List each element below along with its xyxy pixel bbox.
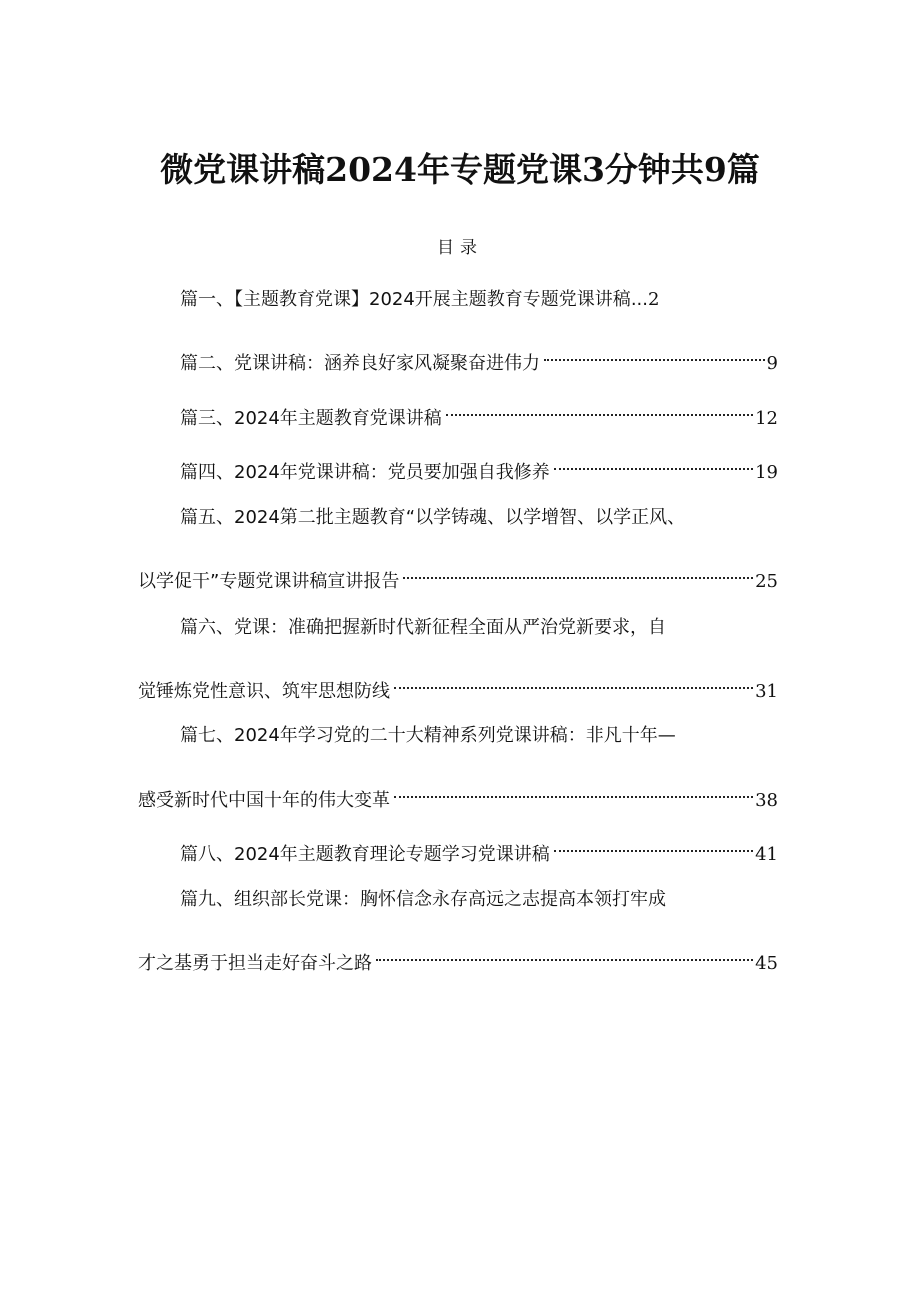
- toc-entry-9-page: 45: [755, 953, 778, 974]
- toc-entry-2-leader: [544, 339, 765, 369]
- toc-entry-6-line-1[interactable]: 篇六、党课：准确把握新时代新征程全面从严治党新要求，自: [180, 617, 666, 638]
- toc-entry-7-line-1[interactable]: 篇七、2024年学习党的二十大精神系列党课讲稿：非凡十年—: [180, 725, 676, 746]
- toc-entry-5-line-1[interactable]: 篇五、2024第二批主题教育“以学铸魂、以学增智、以学正风、: [180, 507, 686, 528]
- toc-entry-7[interactable]: [138, 776, 778, 811]
- toc-entry-9-leader: [376, 939, 753, 969]
- toc-entry-1-page: 2: [647, 289, 660, 310]
- toc-entry-3-title: 篇三、2024年主题教育党课讲稿: [180, 408, 442, 429]
- toc-entry-6-title-line-2: 觉锤炼党性意识、筑牢思想防线: [138, 681, 390, 702]
- toc-entry-1-leader: ...: [630, 289, 648, 310]
- toc-entry-2-page: 9: [766, 353, 778, 374]
- toc-entry-2-title: 篇二、党课讲稿：涵养良好家风凝聚奋进伟力: [180, 353, 540, 374]
- toc-entry-1-title: 篇一、【主题教育党课】2024开展主题教育专题党课讲稿: [180, 289, 631, 310]
- toc-entry-4-leader: [554, 448, 753, 478]
- toc-entry-9-line-1[interactable]: 篇九、组织部长党课：胸怀信念永存高远之志提高本领打牢成: [180, 889, 666, 910]
- toc-entry-5-title-line-2: 以学促干”专题党课讲稿宣讲报告: [138, 571, 400, 592]
- toc-entry-3[interactable]: [138, 394, 778, 429]
- toc-entry-8-leader: [554, 830, 753, 860]
- toc-entry-5-page: 25: [755, 571, 778, 592]
- toc-entry-6-leader: [394, 667, 753, 697]
- toc-entry-9[interactable]: [138, 939, 778, 974]
- toc-entry-7-title-line-2: 感受新时代中国十年的伟大变革: [138, 790, 390, 811]
- toc-entry-4[interactable]: [138, 448, 778, 483]
- toc-entry-1[interactable]: [138, 285, 778, 315]
- toc-entry-8-title: 篇八、2024年主题教育理论专题学习党课讲稿: [180, 844, 550, 865]
- document-title: 微党课讲稿2024年专题党课3分钟共9篇: [160, 150, 760, 189]
- toc-entry-3-leader: [446, 394, 753, 424]
- toc-entry-8[interactable]: [138, 830, 778, 865]
- toc-entry-3-page: 12: [755, 408, 778, 429]
- toc-entry-5[interactable]: [138, 557, 778, 592]
- toc-entry-6-page: 31: [755, 681, 778, 702]
- toc-entry-8-page: 41: [755, 844, 778, 865]
- toc-entry-5-leader: [403, 557, 753, 587]
- toc-entry-9-title-line-2: 才之基勇于担当走好奋斗之路: [138, 953, 372, 974]
- toc-entry-2[interactable]: [138, 339, 778, 374]
- toc-heading: 目录: [437, 238, 483, 258]
- toc-entry-7-leader: [394, 776, 753, 806]
- toc-entry-7-page: 38: [755, 790, 778, 811]
- toc-entry-6[interactable]: [138, 667, 778, 702]
- toc-entry-4-title: 篇四、2024年党课讲稿：党员要加强自我修养: [180, 462, 550, 483]
- toc-entry-4-page: 19: [755, 462, 778, 483]
